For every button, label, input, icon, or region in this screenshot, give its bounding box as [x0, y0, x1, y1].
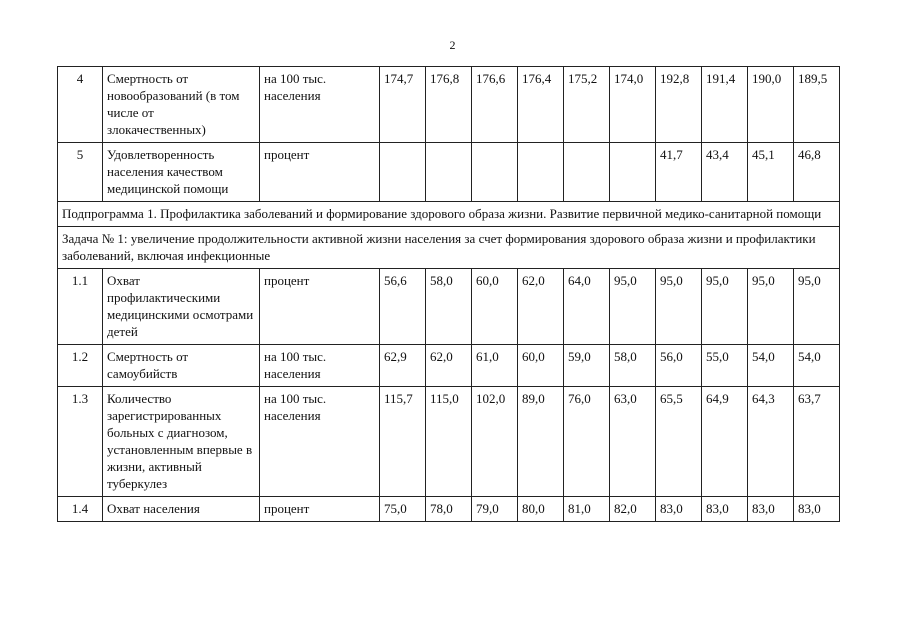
indicator-value: 59,0 [564, 345, 610, 387]
indicator-value: 64,9 [702, 387, 748, 497]
indicator-value: 95,0 [794, 269, 840, 345]
indicator-value: 79,0 [472, 497, 518, 522]
section-row [58, 202, 840, 227]
indicator-value: 95,0 [748, 269, 794, 345]
indicator-value: 95,0 [702, 269, 748, 345]
indicator-value: 45,1 [748, 143, 794, 202]
indicator-value: 83,0 [748, 497, 794, 522]
row-number: 4 [58, 67, 103, 143]
section-title: Подпрограмма 1. Профилактика заболеваний и формирование здорового образа жизни. Развитие первичной медико-санитарной помощи [58, 202, 840, 227]
indicator-value: 190,0 [748, 67, 794, 143]
indicator-value: 56,0 [656, 345, 702, 387]
indicator-value: 62,0 [426, 345, 472, 387]
indicator-name: Количество зарегистрированных больных с диагнозом, установленным впервые в жизни, активный туберкулез [103, 387, 260, 497]
indicator-value: 192,8 [656, 67, 702, 143]
indicator-value: 115,0 [426, 387, 472, 497]
indicator-name: Удовлетворенность населения качеством медицинской помощи [103, 143, 260, 202]
indicator-value: 60,0 [472, 269, 518, 345]
row-number: 5 [58, 143, 103, 202]
indicator-value: 176,6 [472, 67, 518, 143]
indicator-value [610, 143, 656, 202]
table-row [58, 143, 840, 202]
indicator-unit: на 100 тыс. населения [260, 345, 380, 387]
indicator-value: 95,0 [656, 269, 702, 345]
indicator-value [564, 143, 610, 202]
indicator-value: 83,0 [794, 497, 840, 522]
indicator-value: 55,0 [702, 345, 748, 387]
indicator-value: 191,4 [702, 67, 748, 143]
indicator-value: 89,0 [518, 387, 564, 497]
indicator-value: 81,0 [564, 497, 610, 522]
indicator-value: 102,0 [472, 387, 518, 497]
indicator-value: 176,8 [426, 67, 472, 143]
indicator-value: 189,5 [794, 67, 840, 143]
indicator-value: 115,7 [380, 387, 426, 497]
indicator-value: 46,8 [794, 143, 840, 202]
indicator-name: Охват профилактическими медицинскими осмотрами детей [103, 269, 260, 345]
table-row [58, 67, 840, 143]
indicator-unit: на 100 тыс. населения [260, 67, 380, 143]
row-number: 1.4 [58, 497, 103, 522]
indicator-value: 58,0 [610, 345, 656, 387]
indicator-value: 54,0 [748, 345, 794, 387]
row-number: 1.2 [58, 345, 103, 387]
indicator-value: 83,0 [656, 497, 702, 522]
indicator-value: 61,0 [472, 345, 518, 387]
indicator-unit: процент [260, 269, 380, 345]
indicator-unit: процент [260, 143, 380, 202]
indicator-unit: процент [260, 497, 380, 522]
indicator-value [426, 143, 472, 202]
indicator-value: 82,0 [610, 497, 656, 522]
indicator-value [472, 143, 518, 202]
indicator-value: 80,0 [518, 497, 564, 522]
table-row [58, 497, 840, 522]
indicator-value: 95,0 [610, 269, 656, 345]
indicator-value: 63,0 [610, 387, 656, 497]
indicator-value: 75,0 [380, 497, 426, 522]
indicator-value: 76,0 [564, 387, 610, 497]
indicator-value: 62,0 [518, 269, 564, 345]
indicator-value: 64,3 [748, 387, 794, 497]
indicator-value: 174,7 [380, 67, 426, 143]
indicator-unit: на 100 тыс. населения [260, 387, 380, 497]
indicator-value: 56,6 [380, 269, 426, 345]
indicator-value: 60,0 [518, 345, 564, 387]
indicator-value: 175,2 [564, 67, 610, 143]
indicator-value [518, 143, 564, 202]
table-row [58, 387, 840, 497]
indicator-name: Охват населения [103, 497, 260, 522]
indicator-value: 63,7 [794, 387, 840, 497]
table-row [58, 345, 840, 387]
indicator-name: Смертность от новообразований (в том числе от злокачественных) [103, 67, 260, 143]
indicator-value: 41,7 [656, 143, 702, 202]
indicator-value: 58,0 [426, 269, 472, 345]
indicator-value: 83,0 [702, 497, 748, 522]
indicator-value: 174,0 [610, 67, 656, 143]
indicator-value: 176,4 [518, 67, 564, 143]
page-number: 2 [449, 38, 456, 52]
indicator-name: Смертность от самоубийств [103, 345, 260, 387]
indicators-table [57, 66, 840, 522]
indicator-value: 64,0 [564, 269, 610, 345]
table-row [58, 269, 840, 345]
section-title: Задача № 1: увеличение продолжительности активной жизни населения за счет формирования здорового образа жизни и профилактики заболеваний, включая инфекционные [58, 227, 840, 269]
indicator-value: 78,0 [426, 497, 472, 522]
indicator-value: 43,4 [702, 143, 748, 202]
section-row [58, 227, 840, 269]
indicator-value: 62,9 [380, 345, 426, 387]
indicator-value: 65,5 [656, 387, 702, 497]
row-number: 1.3 [58, 387, 103, 497]
indicator-value [380, 143, 426, 202]
row-number: 1.1 [58, 269, 103, 345]
indicator-value: 54,0 [794, 345, 840, 387]
